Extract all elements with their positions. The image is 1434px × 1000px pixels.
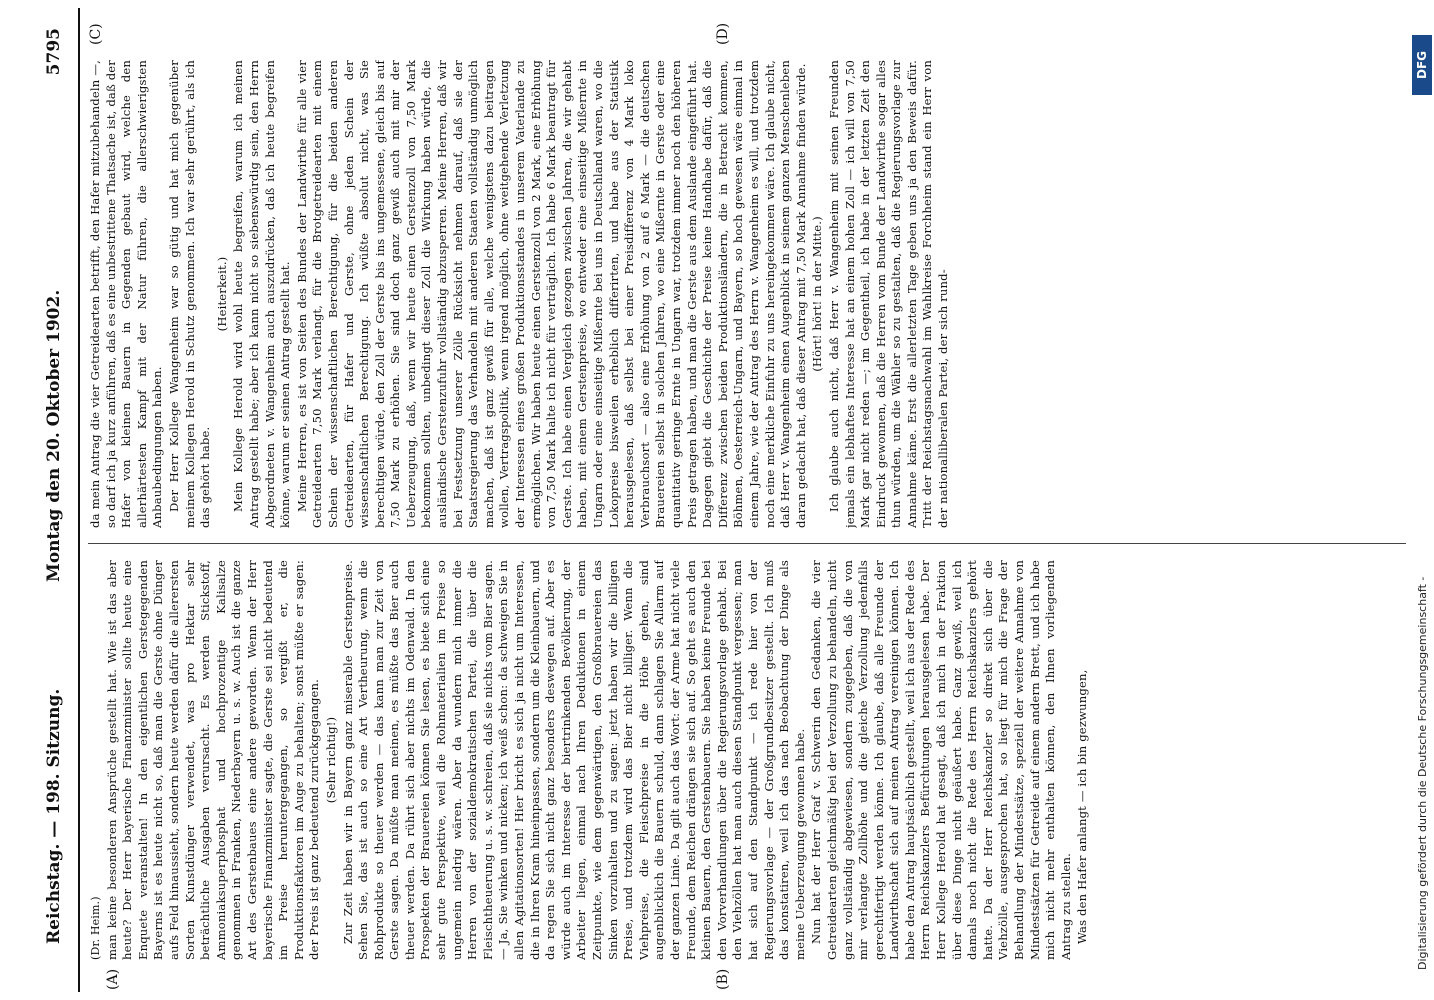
paragraph: Zur Zeit haben wir in Bayern ganz miserable Gerstenpreise. Sehen Sie, das ist auch so eine Art Vertheurung, wenn die Rohprodukte so theuer werden — das kann man zur Zeit von Gerste sagen. Da müßte man meinen, es müßte das Bier auch theuer werden. Da rührt sich aber nichts im Odenwald. In den Prospekten der Brauereien können Sie lesen, es biete sich eine sehr gute Perspektive, weil die Rohmaterialien im Preise so ungemein niedrig wären. Aber da wundern mich immer die Herren von der sozialdemokratischen Partei, die über die Fleischtheuerung u. s. w. schreien, daß sie nichts vom Bier sagen. — Ja, Sie winken und nicken; ich weiß schon: da schweigen Sie in allen Agitationsorten! Hier bricht es sich ja nicht um Interessen, die in Ihren Kram hineinpassen, sondern um die Kleinbauern, und da regen Sie sich nicht ganz besonders deswegen auf. Aber es würde auch im Interesse der biertrinkenden Bevölkerung, der Arbeiter liegen, einmal nach Ihren Deduktionen in einem Zeitpunkte, wie dem gegenwärtigen, den Großbrauereien das Sinken vorzuhalten und zu sagen: jetzt haben wir die billigen Preise, und trotzdem wird das Bier nicht billiger. Wenn die Viehpreise, die Fleischpreise in die Höhe gehen, sind augenblicklich die Bauern schuld, dann schlagen Sie Allarm auf der ganzen Linie. Da gilt auch das Wort: der Arme hat nicht viele Freunde, dem Reichen drängen sie sich auf. So geht es auch den kleinen Bauern, den Gerstenbauern. Sie haben keine Freunde bei den Vorverhandlungen über die Regierungsvorlage gehabt. Bei den Viehzöllen hat man auch diesen Standpunkt vergessen; man hat sich auf den Standpunkt — ich rede hier von der Regierungsvorlage — der Großgrundbesitzer gestellt. Ich muß das konstatiren, weil ich das nach Beobachtung der Dinge als meine Ueberzeugung gewonnen habe.: [340, 560, 807, 960]
header-date: Montag den 20. Oktober 1902.: [44, 289, 64, 582]
margin-letter-c: (C): [88, 23, 104, 45]
margin-letter-d: (D): [715, 22, 731, 45]
paragraph: Meine Herren, es ist von Seiten des Bundes der Landwirthe für alle vier Getreidearten 7,50 Mark verlangt, für die Brotgetreidearten mit einem Schein der wissenschaftlichen Berechtigung, für die beiden anderen Getreidearten, für Hafer und Gerste, ohne jeden Schein der wissenschaftlichen Berechtigung. Ich wüßte absolut nicht, was Sie berechtigen würde, den Zoll der Gerste bis ins ungemessene, gleich bis auf 7,50 Mark zu erhöhen. Sie sind doch ganz gewiß auch mit mir der Ueberzeugung, daß, wenn wir heute einen Gerstenzoll von 7,50 Mark bekommen sollten, unbedingt dieser Zoll die Wirkung haben würde, die ausländische Gerstenzufuhr vollständig abzusperren. Meine Herren, daß wir bei Festsetzung unserer Zölle Rücksicht nehmen darauf, daß sie der Staatsregierung das Verhandeln mit anderen Staaten vollständig unmöglich machen, daß ist ganz gewiß für alle, welche wenigstens dazu beitragen wollen, Vertragspolitik, wenn irgend möglich, ohne weitgehende Verletzung der Interessen eines großen Produktionsstandes in unserem Vaterlande zu ermöglichen. Wir haben heute einen Gerstenzoll von 2 Mark, eine Erhöhung von 7,50 Mark halte ich nicht für verträglich. Ich habe 6 Mark beantragt für Gerste. Ich habe einen Vergleich gezogen zwischen Jahren, die wir gehabt haben, mit einem Gerstenpreise, wo entweder eine einseitige Mißernte in Ungarn oder eine einseitige Mißernte bei uns in Deutschland waren, wo die Lokopreise bisweilen erheblich differirten, und habe aus der Statistik herausgelesen, daß selbst bei einer Preisdifferenz von 4 Mark loko Verbrauchsort — also eine Erhöhung von 2 auf 6 Mark — die deutschen Brauereien selbst in solchen Jahren, wo eine Mißernte in Gerste oder eine quantitativ geringe Ernte in Ungarn war, trotzdem immer noch den höheren Preis getragen haben, und man die Gerste aus dem Auslande eingeführt hat. Dagegen giebt die Geschichte der Preise keine Handhabe dafür, daß die Differenz zwischen beiden Produktionsländern, die in Betracht kommen, Böhmen, Oesterreich-Ungarn, und Bayern, so hoch gewesen wäre einmal in einem Jahre, wie der Antrag des Herrn v. Wangenheim es will, und trotzdem noch eine merkliche Einfuhr zu uns hereingekommen wäre. Ich glaube nicht, daß Herr v. Wangenheim einen Augenblick in seinem ganzen Menschenleben daran gedacht hat, daß dieser Antrag mit 7,50 Mark Annahme finden würde.: [294, 60, 808, 528]
paragraph: Der Herr Kollege Wangenheim war so gütig und hat mich gegenüber meinem Kollegen Herold in Schutz genommen. Ich war sehr gerührt, als ich das gehört habe.: [166, 60, 213, 528]
margin-letter-a: (A): [105, 968, 121, 990]
interjection: (Hört! hört! in der Mitte.): [810, 216, 825, 372]
digitization-credit: Digitalisierung gefördert durch die Deutsche Forschungsgemeinschaft -: [1416, 576, 1429, 970]
right-column: [88, 60, 1406, 528]
header-left-title: Reichstag. — 198. Sitzung.: [44, 688, 64, 944]
left-column: [88, 560, 1406, 960]
paragraph: da mein Antrag die vier Getreidearten betrifft, den Hafer mitzubehandeln —, so darf ich ja kurz anführen, daß es eine unbestrittene Thatsache ist, daß der Hafer von kleinen Bauern in Gegenden gebaut wird, welche den allerhärtesten Kampf mit der Natur führen, die allerschwierigsten Anbaubedingungen haben.: [88, 60, 165, 528]
paragraph: man keine besonderen Ansprüche gestellt hat. Wie ist das aber heute? Der Herr bayerische Finanzminister sollte heute eine Enquete veranstalten! In den eigentlichen Gerstegegenden Bayerns ist es heute nicht so, daß man die Gerste ohne Dünger aufs Feld hinaussieht, sondern heute werden dafür die allerersten Sorten Kunstdünger verwendet, was pro Hektar sehr beträchtliche Ausgaben verursacht. Es werden Stickstoff, Ammoniaksuperphosphat und hochprozentige Kalisalze genommen in Franken, Niederbayern u. s. w. Auch ist die ganze Art des Gerstenbaues eine andere geworden. Wenn der Herr bayerische Finanzminister sagte, die Gerste sei nicht bedeutend im Preise heruntergegangen, so vergißt er, die Produktionsfaktoren im Auge zu behalten; sonst müßte er sagen: der Preis ist ganz bedeutend zurückgegangen.: [104, 560, 322, 960]
column-divider: [88, 543, 1406, 544]
margin-letter-b: (B): [715, 968, 731, 990]
page-number: 5795: [44, 28, 64, 76]
header-rule: [78, 8, 80, 992]
paragraph: Ich glaube auch nicht, daß Herr v. Wangenheim mit seinen Freunden jemals ein lebhaftes Interesse hat an einem hohen Zoll — ich will von 7,50 Mark gar nicht reden —; im Gegentheil, ich habe in der letzten Zeit den Eindruck gewonnen, daß die Herren vom Bunde der Landwirthe sogar alles thun würden, um die Wähler so zu gestalten, daß die Regierungsvorlage zur Annahme käme. Erst die allerletzten Tage geben uns ja den Beweis dafür. Tritt der Reichstagsnachwahl im Wahlkreise Forchheim stand ein Herr von der nationalliberalen Partei, der sich rund-: [826, 60, 951, 528]
paragraph: Was den Hafer anlangt — ich bin gezwungen,: [1075, 669, 1090, 944]
paragraph: Nun hat der Herr Graf v. Schwerin den Gedanken, die vier Getreidearten gleichmäßig bei der Verzollung zu behandeln, nicht ganz vollständig abgewiesen, sondern zugegeben, daß die von mir verlangte Zollhöhe und die gleiche Verzollung jedenfalls gerechtfertigt werden könne. Ich glaube, daß alle Freunde der Landwirthschaft sich auf meinen Antrag vereinigen können. Ich habe den Antrag hauptsächlich gestellt, weil ich aus der Rede des Herrn Reichskanzlers Befürchtungen herausgelesen habe. Der Herr Kollege Herold hat gesagt, daß ich mich in der Fraktion über diese Dinge nicht geäußert habe. Ganz gewiß, weil ich damals noch nicht die Rede des Herrn Reichskanzlers gehört hatte. Da der Herr Reichskanzler so direkt sich über die Viehzölle, ausgesprochen hat, so liegt für mich die Frage der Behandlung der Mindestsätze, speziell der weitere Annahme von Mindestsätzen für Getreide auf einem andern Brett, und ich habe mich nicht mehr enthalten können, den Ihnen vorliegenden Antrag zu stellen.: [809, 560, 1073, 960]
interjection: (Sehr richtig!): [323, 716, 338, 804]
dfg-logo-badge: DFG: [1412, 35, 1432, 95]
interjection: (Heiterkeit.): [214, 256, 229, 332]
page-header: [40, 8, 74, 992]
speaker-label: (Dr. Heim.): [89, 896, 102, 960]
paragraph: Mein Kollege Herold wird wohl heute begreifen, warum ich meinen Antrag gestellt habe; aber ich kann nicht so siebenswürdig sein, den Herrn Abgeordneten v. Wangenheim auch auszudrücken, daß ich heute begreifen könne, warum er seinen Antrag gestellt hat.: [231, 60, 293, 528]
